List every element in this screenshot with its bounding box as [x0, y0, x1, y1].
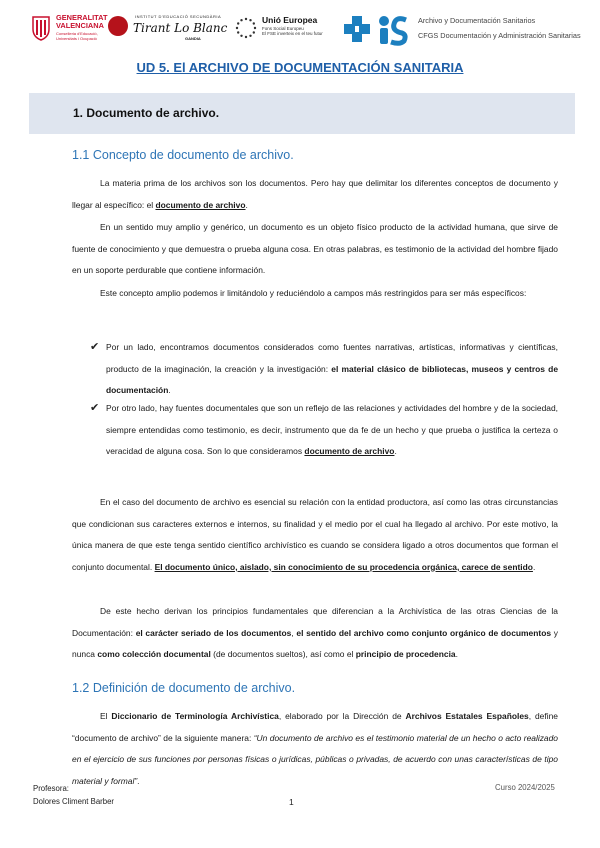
li2-underlined: documento de archivo: [304, 446, 395, 457]
tlb-circle-icon: [108, 16, 128, 36]
li1-bold: el material clásico de bibliotecas, museos y centros de documentación: [106, 363, 559, 396]
p5-bold-1: el carácter seriado de los documentos: [135, 627, 292, 638]
p4-end: .: [532, 561, 536, 572]
p1-end: .: [245, 199, 248, 210]
eu-subtitle-block: [262, 26, 342, 36]
tlb-small-text: INSTITUT D'EDUCACIÓ SECUNDÀRIA: [135, 14, 222, 19]
eu-subtitle2: El FSE inverteix en el teu futur: [262, 31, 323, 36]
footer-name: Dolores Climent Barber: [33, 796, 115, 806]
li2-text: Por otro lado, hay fuentes documentales que son un reflejo de las relaciones y actividades del hombre y de la sociedad, siempre entendidas como testimonio, es decir, instrumento que da fe de un hecho y que prueba o justifica la certeza o veracidad de alguna cosa. Son lo que consideramos: [106, 403, 558, 457]
p5-bold-2: el sentido del archivo como conjunto orgánico de documentos: [296, 627, 552, 638]
generalitat-emblem-icon: [30, 15, 52, 41]
p3-text: Este concepto amplio podemos ir limitándolo y reduciéndolo a campos más restringidos para ser más específicos:: [100, 288, 527, 298]
p5-bold-3: como colección documental: [97, 649, 211, 660]
header-line2: CFGS Documentación y Administración Sanitarias: [418, 31, 581, 40]
p6-bold-2: Archivos Estatales Españoles: [405, 711, 529, 721]
check-mark-icon: ✔: [90, 341, 100, 353]
tlb-city: GANDIA: [185, 36, 201, 41]
list-item: [90, 398, 558, 463]
page-title-text: UD 5. El ARCHIVO DE DOCUMENTACIÓN SANITARIA: [136, 60, 464, 75]
paragraph-1: [72, 173, 558, 216]
footer-label: Profesora:: [33, 784, 69, 793]
section-heading: 1. Documento de archivo.: [73, 106, 220, 120]
header-course-text: [418, 13, 581, 43]
li1-text: Por un lado, encontramos documentos considerados como fuentes narrativas, artísticas, informativas y científicas, producto de la imaginación, la creación y la investigación:: [106, 342, 558, 374]
paragraph-2: [72, 217, 558, 282]
gv-line1: GENERALITAT: [56, 13, 108, 22]
eu-stars-icon: [235, 17, 257, 39]
gv-subtitle: Conselleria d'Educació, Universitats i Ocupació: [56, 31, 98, 41]
p6-text-2: , elaborado por la Dirección de: [278, 711, 406, 721]
list-item: [90, 337, 558, 402]
footer-teacher: [33, 783, 114, 808]
p6-bold-1: Diccionario de Terminología Archivística: [111, 711, 279, 721]
p5-end: .: [455, 649, 458, 660]
eu-title: Unió Europea: [262, 15, 318, 25]
check-mark-icon: ✔: [90, 402, 100, 414]
fs-mark-icon: [374, 12, 410, 46]
paragraph-6: [72, 706, 558, 792]
p5-sep-2: y nunca: [72, 627, 558, 660]
tlb-name: Tirant Lo Blanc: [133, 21, 228, 35]
cvs-cross-icon: [343, 12, 373, 46]
li2-end: .: [394, 446, 397, 457]
section-band: [29, 93, 575, 134]
paragraph-5: [72, 601, 558, 666]
p5-sep: ,: [291, 627, 297, 638]
p6-text: El: [100, 711, 112, 721]
paragraph-4: [72, 492, 558, 578]
p5-sep-3: (de documentos sueltos), así como el: [210, 649, 356, 660]
p2-text: En un sentido muy amplio y genérico, un documento es un objeto físico producto de la actividad humana, que sirve de fuente de conocimiento y que demuestra o prueba alguna cosa. En otras palabras, es testimonio de la actividad del hombre fijado en un soporte perdurable que contiene información.: [72, 222, 558, 276]
fs-logo-icon: [374, 12, 410, 51]
header-line1: Archivo y Documentación Sanitarios: [418, 16, 536, 25]
p4-underlined: El documento único, aislado, sin conocimiento de su procedencia orgánica, carece de sentido: [154, 561, 533, 572]
p6-end: .: [137, 775, 140, 786]
p5-text: De este hecho derivan los principios fundamentales que diferencian a la Archivística de las otras Ciencias de la Documentación:: [72, 606, 558, 638]
footer-course-year: Curso 2024/2025: [495, 783, 555, 792]
gv-line2: VALENCIANA: [56, 21, 104, 30]
p1-underlined: documento de archivo: [155, 199, 246, 210]
li1-end: .: [168, 385, 171, 396]
p5-bold-4: principio de procedencia: [355, 649, 456, 660]
eu-subtitle: Fons Social Europeu: [262, 26, 304, 31]
cvs-logo: [343, 12, 373, 51]
page-header: [30, 12, 590, 48]
p6-quote: “Un documento de archivo es el testimonio material de un hecho o acto realizado en el ejercicio de sus funciones por personas físicas o jurídicas, públicas o privadas, de acuerdo con unas características de tipo material y formal”: [72, 732, 558, 786]
page-title: [0, 60, 600, 75]
page-number: 1: [289, 797, 294, 807]
p1-text: La materia prima de los archivos son los documentos. Pero hay que delimitar los diferentes conceptos de documento y llegar al específico: el: [72, 178, 558, 210]
p6-text-3: , define “documento de archivo” de la siguiente manera:: [72, 711, 558, 743]
paragraph-3: [72, 283, 558, 305]
subheading-1-1: 1.1 Concepto de documento de archivo.: [72, 148, 294, 162]
subheading-1-2: 1.2 Definición de documento de archivo.: [72, 681, 296, 695]
p4-text: En el caso del documento de archivo es esencial su relación con la entidad productora, así como las otras circunstancias que condicionan sus caracteres externos e internos, su finalidad y el medio por el cual ha llegado al archivo. Por este motivo, la única manera de que este tenga sentido científico archivístico es cuando se considera ligado a otros documentos que forman el conjunto documental.: [72, 497, 558, 572]
